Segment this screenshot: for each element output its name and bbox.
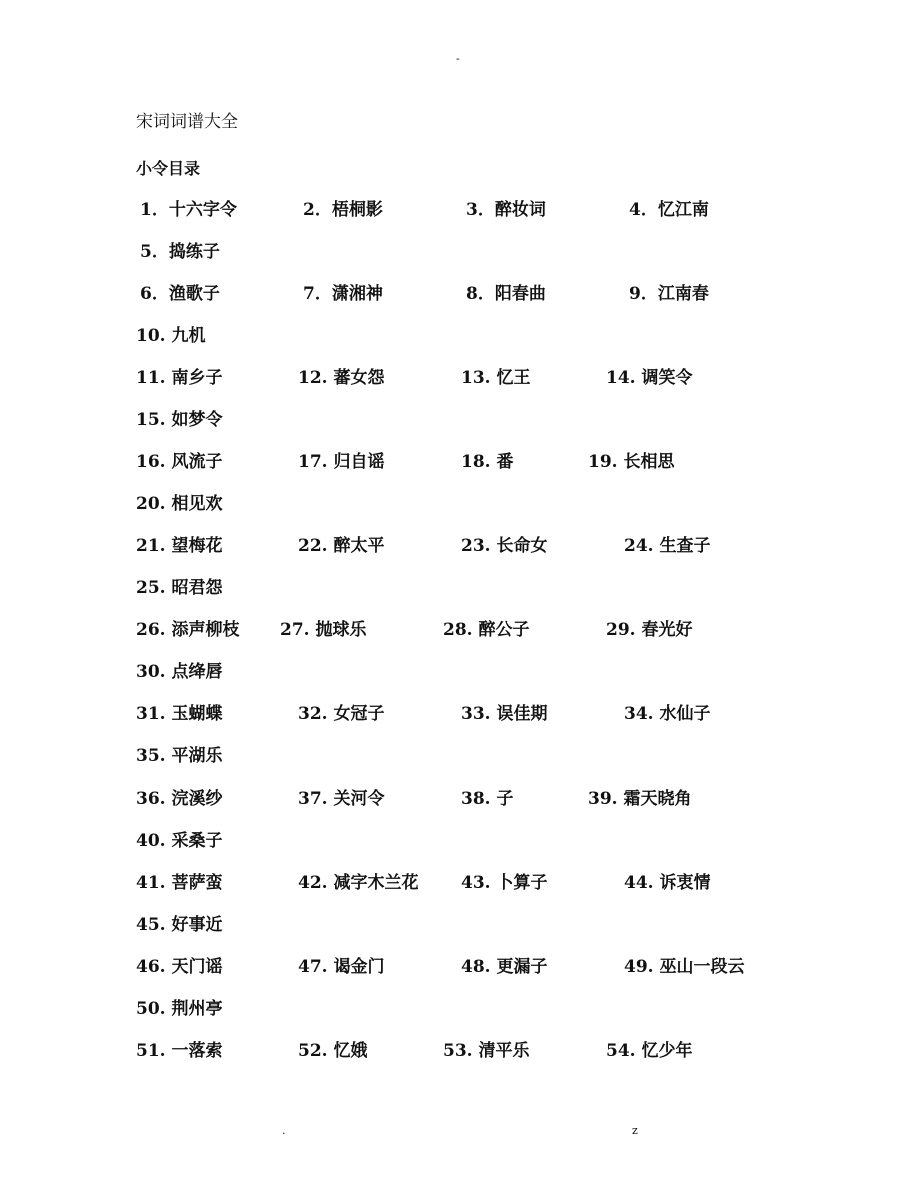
toc-entry: 54. 忆少年 [606,1041,693,1061]
toc-entry: 31. 玉蝴蝶 [136,704,223,724]
toc-entry: 23. 长命女 [461,536,548,556]
toc-entry: 44. 诉衷情 [624,873,711,893]
toc-entry: 52. 忆娥 [298,1041,368,1061]
toc-entry: 40. 采桑子 [136,831,223,851]
toc-entry: 48. 更漏子 [461,957,548,977]
toc-entry: 26. 添声柳枝 [136,620,240,640]
toc-entry: 24. 生查子 [624,536,711,556]
toc-entry: 6．渔歌子 [140,284,220,304]
toc-entry: 27. 抛球乐 [280,620,367,640]
toc-entry: 32. 女冠子 [298,704,385,724]
toc-entry: 3．醉妆词 [466,200,546,220]
toc-entry: 16. 风流子 [136,452,223,472]
toc-entry: 14. 调笑令 [606,368,693,388]
toc-entry: 19. 长相思 [588,452,675,472]
toc-entry: 42. 减字木兰花 [298,873,419,893]
toc-entry: 38. 子 [461,789,514,809]
toc-entry: 8．阳春曲 [466,284,546,304]
toc-entry: 10. 九机 [136,326,206,346]
toc-entry: 51. 一落索 [136,1041,223,1061]
toc-entry: 7．潇湘神 [303,284,383,304]
toc-entry: 37. 关河令 [298,789,385,809]
toc-entry: 21. 望梅花 [136,536,223,556]
header-mark: - [456,52,460,65]
toc-entry: 49. 巫山一段云 [624,957,745,977]
toc-entry: 47. 谒金门 [298,957,385,977]
toc-entry: 22. 醉太平 [298,536,385,556]
toc-entry: 15. 如梦令 [136,410,223,430]
toc-entry: 43. 卜算子 [461,873,548,893]
toc-entry: 12. 蕃女怨 [298,368,385,388]
footer-left-mark: . [282,1124,286,1137]
toc-entry: 46. 天门谣 [136,957,223,977]
toc-entry: 25. 昭君怨 [136,578,223,598]
toc-entry: 36. 浣溪纱 [136,789,223,809]
toc-entry: 41. 菩萨蛮 [136,873,223,893]
document-title: 宋词词谱大全 [136,112,238,132]
toc-entry: 11. 南乡子 [136,368,223,388]
toc-entry: 45. 好事近 [136,915,223,935]
toc-entry: 53. 清平乐 [443,1041,530,1061]
toc-entry: 20. 相见欢 [136,494,223,514]
toc-entry: 34. 水仙子 [624,704,711,724]
section-title: 小令目录 [136,159,201,178]
toc-entry: 28. 醉公子 [443,620,530,640]
toc-entry: 18. 番 [461,452,514,472]
toc-entry: 9．江南春 [629,284,709,304]
toc-entry: 5．捣练子 [140,242,220,262]
toc-entry: 4．忆江南 [629,200,709,220]
toc-entry: 13. 忆王 [461,368,531,388]
toc-entry: 39. 霜天晓角 [588,789,692,809]
toc-entry: 2．梧桐影 [303,200,383,220]
toc-entry: 35. 平湖乐 [136,746,223,766]
toc-entry: 30. 点绛唇 [136,662,223,682]
toc-entry: 17. 归自谣 [298,452,385,472]
toc-entry: 33. 误佳期 [461,704,548,724]
footer-right-mark: z [632,1124,638,1137]
toc-entry: 29. 春光好 [606,620,693,640]
toc-entry: 1．十六字令 [140,200,237,220]
toc-entry: 50. 荆州亭 [136,999,223,1019]
